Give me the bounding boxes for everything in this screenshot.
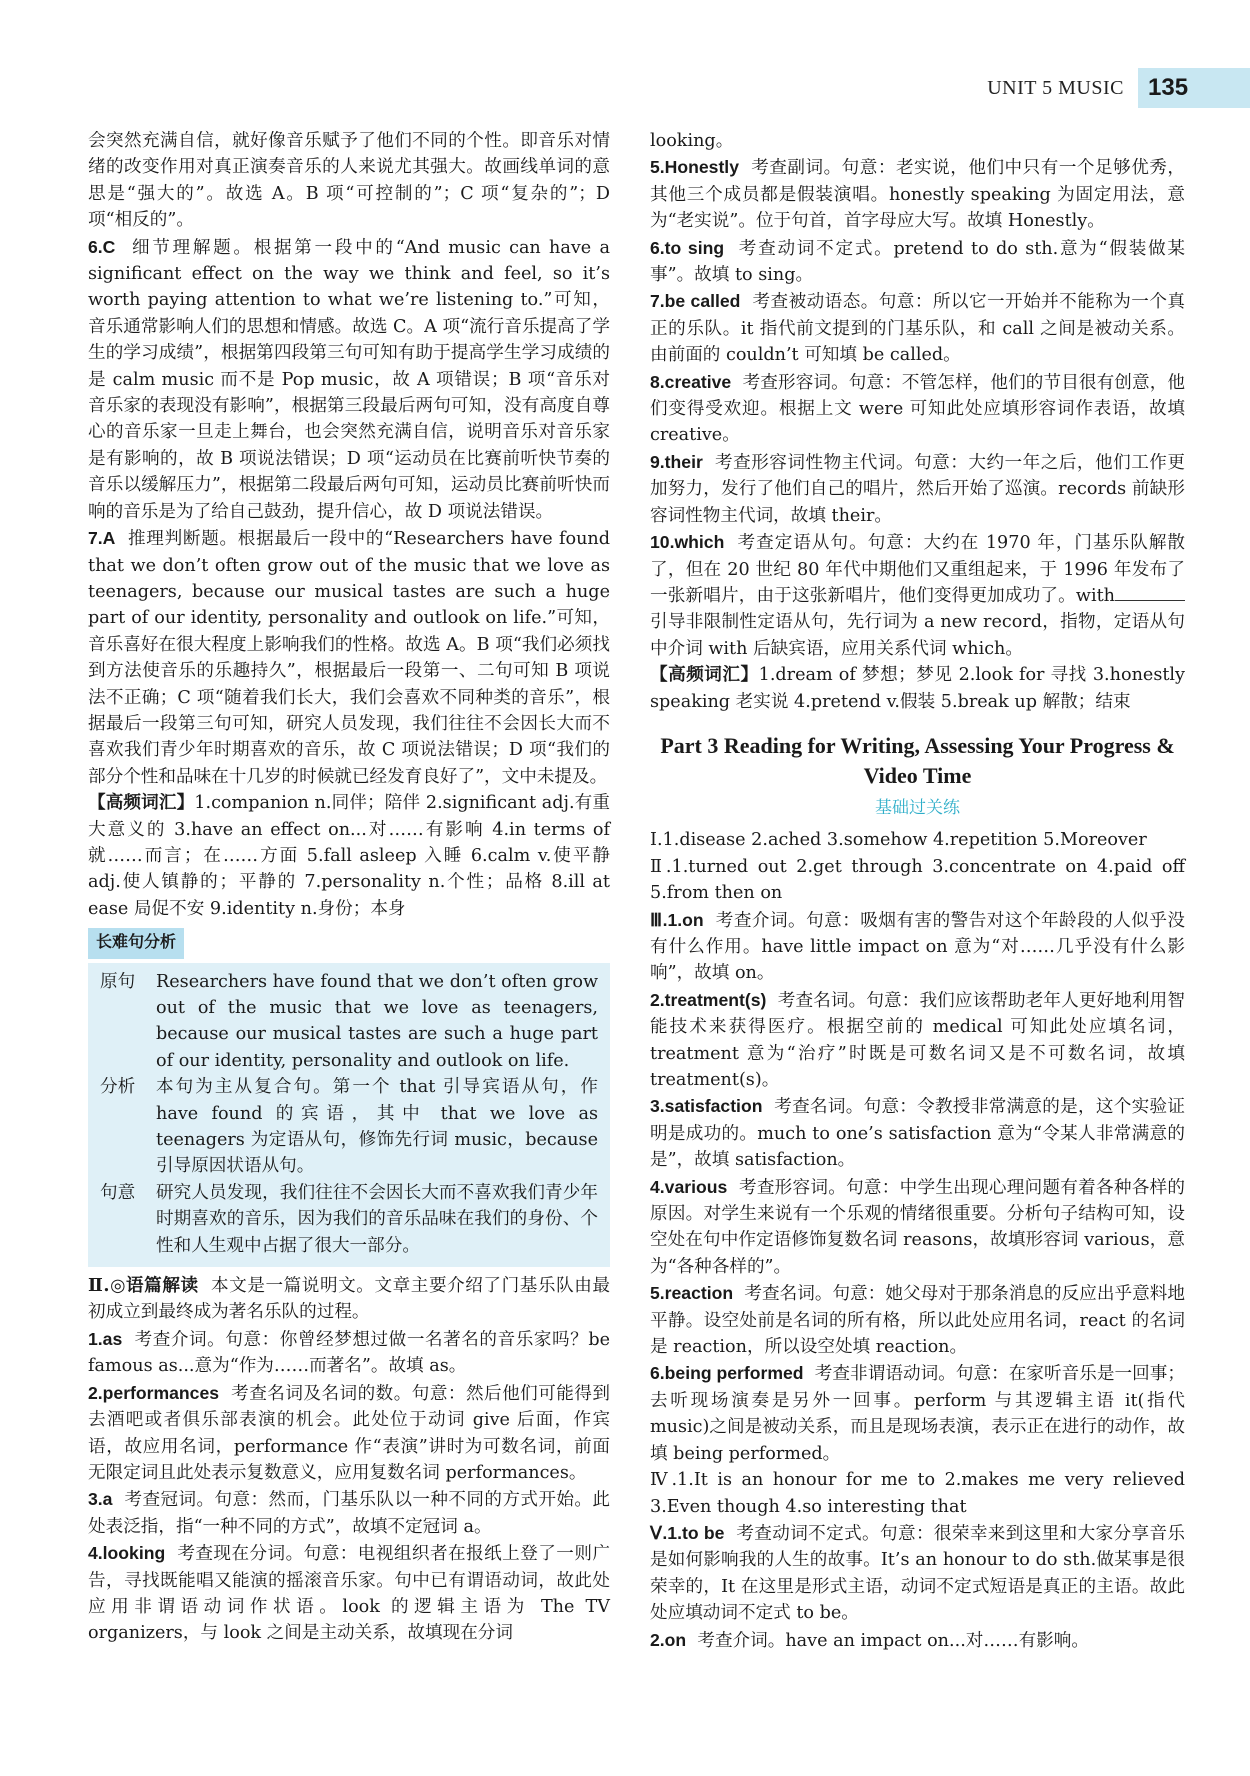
answer-text: 考查介词。句意：你曾经梦想过做一名著名的音乐家吗？be famous as...意为“作为……而著名”。故填 as。 bbox=[88, 1329, 611, 1377]
section-label: Ⅱ.◎语篇解读 bbox=[88, 1275, 199, 1297]
section-text: 本文是一篇说明文。文章主要介绍了门基乐队由最初成立到最终成为著名乐队的过程。 bbox=[88, 1276, 610, 1323]
answer-text: 推理判断题。根据最后一段中的“Researchers have found that we don’t often grow out of the music that we love as teenagers, because our musical tastes are such a huge part of our identity, personality and outlook on life.”可知，音乐喜好在很大程度上影响我们的性格。故选 A。B 项“我们必须找到方法使音乐的乐趣持久”，根据最后一段第一、二句可知 B 项说法不正确；C 项“随着我们长大，我们会喜欢不同种类的音乐”，根据最后一段第三句可知，研究人员发现，我们往往不会因长大而不喜欢我们青少年时期喜欢的音乐，故 C 项说法错误；D 项“我们的部分个性和品味在十几岁的时候就已经发育良好了”，文中未提及。 bbox=[88, 529, 611, 787]
vocab-text: 1.companion n.同伴；陪伴 2.significant adj.有重大意义的 3.have an effect on...对……有影响 4.in terms of 就……而言；在……方面 5.fall asleep 入睡 6.calm v.使平静 adj.使人镇静的；平静的 7.personality n.个性；品格 8.ill at ease 局促不安 9.identity n.身份；本身 bbox=[88, 793, 610, 919]
analysis-row bbox=[100, 1074, 598, 1180]
vocab-block bbox=[88, 790, 610, 922]
answer-label: 1.as bbox=[88, 1328, 123, 1349]
paragraph: 会突然充满自信，就好像音乐赋予了他们不同的个性。即音乐对情绪的改变作用对真正演奏音乐的人来说尤其强大。故画线单词的意思是“强大的”。故选 A。B 项“可控制的”；C 项“复杂的”；D 项“相反的”。 bbox=[88, 131, 610, 231]
answer-text: 考查现在分词。句意：电视组织者在报纸上登了一则广告，寻找既能唱又能演的摇滚音乐家。句中已有谓语动词，故此处应用非谓语动词作状语。look 的逻辑主语为 The TV organizers，与 look 之间是主动关系，故填现在分词 bbox=[88, 1544, 610, 1644]
answer-text: 考查副词。句意：老实说，他们中只有一个足够优秀，其他三个成员都是假装演唱。honestly speaking 为固定用法，意为“老实说”。位于句首，首字母应大写。故填 Honestly。 bbox=[650, 158, 1185, 232]
answer-label: Ⅲ.1.on bbox=[650, 909, 704, 930]
answer-b4 bbox=[650, 1174, 1185, 1281]
analysis-row bbox=[100, 1180, 598, 1259]
answer-label: 10.which bbox=[650, 532, 725, 553]
unit-title: UNIT 5 MUSIC bbox=[987, 76, 1124, 99]
sentence-analysis-title: 长难句分析 bbox=[88, 928, 184, 958]
answer-a7 bbox=[650, 288, 1185, 368]
answer-text: 考查介词。have an impact on...对……有影响。 bbox=[697, 1630, 1089, 1651]
answer-text: 考查名词。句意：她父母对于那条消息的反应出乎意料地平静。设空处前是名词的所有格，所以此处应用名词，react 的名词是 reaction，所以设空处填 reaction。 bbox=[650, 1284, 1185, 1358]
answer-a5 bbox=[650, 154, 1185, 234]
answer-label: 6.to sing bbox=[650, 237, 725, 258]
answer-text: 考查冠词。句意：然而，门基乐队以一种不同的方式开始。此处表泛指，指“一种不同的方式”，故填不定冠词 a。 bbox=[88, 1490, 610, 1537]
fill-blank bbox=[1115, 584, 1185, 601]
answer-label: 8.creative bbox=[650, 371, 732, 392]
answer-a8 bbox=[650, 369, 1185, 449]
answer-c2 bbox=[650, 1627, 1185, 1654]
answer-text: 考查形容词性物主代词。句意：大约一年之后，他们工作更加努力，发行了他们自己的唱片，然后开始了巡演。records 前缺形容词性物主代词，故填 their。 bbox=[650, 452, 1185, 526]
sentence-analysis-box bbox=[88, 963, 610, 1267]
answer-label: 9.their bbox=[650, 451, 703, 472]
answer-label: 4.looking bbox=[88, 1543, 166, 1564]
answer-text: 考查被动语态。句意：所以它一开始并不能称为一个真正的乐队。it 指代前文提到的门基乐队，和 call 之间是被动关系。由前面的 couldn’t 可知填 be called。 bbox=[650, 292, 1185, 366]
answer-text: 考查名词及名词的数。句意：然后他们可能得到去酒吧或者俱乐部表演的机会。此处位于动词 give 后面，作宾语，故应用名词，performance 作“表演”讲时为可数名词，前面无限定词且此处表示复数意义，应用复数名词 performances。 bbox=[88, 1383, 610, 1483]
answer-label: 5.Honestly bbox=[650, 157, 739, 178]
page-number: 135 bbox=[1138, 68, 1250, 108]
answer-b2 bbox=[650, 987, 1185, 1094]
answer-text: 考查动词不定式。pretend to do sth.意为“假装做某事”。故填 to sing。 bbox=[650, 238, 1186, 286]
answer-label: 5.reaction bbox=[650, 1283, 734, 1304]
answer-b5 bbox=[650, 1280, 1185, 1360]
right-column bbox=[650, 128, 1185, 1654]
answers-section-1: Ⅰ.1.disease 2.ached 3.somehow 4.repetition 5.Moreover bbox=[650, 830, 1147, 851]
answers-section-2: Ⅱ.1.turned out 2.get through 3.concentrate on 4.paid off 5.from then on bbox=[650, 856, 1185, 904]
part-title: Part 3 Reading for Writing, Assessing Your Progress & Video Time bbox=[660, 732, 1175, 788]
page-header bbox=[987, 68, 1250, 108]
analysis-row-label: 原句 bbox=[100, 971, 136, 992]
section-2-intro bbox=[88, 1273, 610, 1326]
answer-text: 考查介词。句意：吸烟有害的警告对这个年龄段的人似乎没有什么作用。have little impact on 意为“对……几乎没有什么影响”，故填 on。 bbox=[650, 910, 1185, 984]
answer-b3 bbox=[650, 1093, 1185, 1173]
answer-a3 bbox=[88, 1486, 610, 1540]
answer-b1 bbox=[650, 907, 1185, 987]
vocab-label: 【高频词汇】 bbox=[650, 664, 759, 686]
analysis-row-label: 句意 bbox=[100, 1182, 136, 1203]
answer-label: Ⅴ.1.to be bbox=[650, 1522, 725, 1543]
analysis-row-label: 分析 bbox=[100, 1077, 136, 1098]
answer-text: 考查形容词。句意：中学生出现心理问题有着各种各样的原因。对学生来说有一个乐观的情绪很重要。分析句子结构可知，设空处在句中作定语修饰复数名词 reasons，故填形容词 various，意为“各种各样的”。 bbox=[650, 1177, 1185, 1277]
answer-text: 考查定语从句。句意：大约在 1970 年，门基乐队解散了，但在 20 世纪 80 年代中期他们又重组起来，于 1996 年发布了一张新唱片，由于这张新唱片，他们变得更加成功了。with bbox=[650, 533, 1186, 606]
answer-7 bbox=[88, 525, 610, 790]
vocab-text: 1.dream of 梦想；梦见 2.look for 寻找 3.honestly speaking 老实说 4.pretend v.假装 5.break up 解散；结束 bbox=[650, 665, 1185, 712]
answer-6 bbox=[88, 234, 610, 525]
answer-label: 4.various bbox=[650, 1176, 728, 1197]
answer-a2 bbox=[88, 1380, 610, 1487]
answer-label: 3.satisfaction bbox=[650, 1096, 763, 1117]
answer-b6 bbox=[650, 1360, 1185, 1467]
vocab-block bbox=[650, 662, 1185, 715]
answer-a9 bbox=[650, 449, 1185, 529]
analysis-row bbox=[100, 969, 598, 1075]
answer-c1 bbox=[650, 1520, 1185, 1627]
answer-label: 2.on bbox=[650, 1629, 687, 1650]
answer-text: 考查非谓语动词。句意：在家听音乐是一回事；去听现场演奏是另外一回事。perform 与其逻辑主语 it(指代 music)之间是被动关系，而且是现场表演，表示正在进行的动作，故填 being performed。 bbox=[650, 1364, 1186, 1464]
answer-text: 考查动词不定式。句意：很荣幸来到这里和大家分享音乐是如何影响我的人生的故事。It’s an honour to do sth.做某事是很荣幸的，It 在这里是形式主语，动词不定式短语是真正的主语。故此处应填动词不定式 to be。 bbox=[650, 1523, 1186, 1624]
answer-label: 2.treatment(s) bbox=[650, 989, 767, 1010]
answer-a1 bbox=[88, 1326, 610, 1380]
answers-section-4: Ⅳ.1.It is an honour for me to 2.makes me very relieved 3.Even though 4.so interesting that bbox=[650, 1470, 1185, 1517]
answer-a6 bbox=[650, 235, 1185, 289]
answer-text: 考查名词。句意：我们应该帮助老年人更好地利用智能技术来获得医疗。根据空前的 medical 可知此处应填名词，treatment 意为“治疗”时既是可数名词又是不可数名词，故填 treatment(s)。 bbox=[650, 990, 1185, 1090]
section-subtitle: 基础过关练 bbox=[875, 797, 960, 818]
answer-label: 7.be called bbox=[650, 291, 741, 312]
paragraph: looking。 bbox=[650, 131, 734, 151]
left-column bbox=[88, 128, 610, 1647]
answer-label: 6.being performed bbox=[650, 1363, 804, 1384]
answer-text: 引导非限制性定语从句，先行词为 a new record，指物，定语从句中介词 with 后缺宾语，应用关系代词 which。 bbox=[650, 612, 1185, 659]
answer-label: 6.C bbox=[88, 236, 116, 257]
answer-label: 3.a bbox=[88, 1489, 113, 1510]
vocab-label: 【高频词汇】 bbox=[88, 792, 195, 814]
analysis-row-text: Researchers have found that we don’t often grow out of the music that we love as teenagers, because our musical tastes are such a huge part of our identity, personality and outlook on life. bbox=[156, 971, 598, 1071]
answer-text: 考查形容词。句意：不管怎样，他们的节目很有创意，他们变得受欢迎。根据上文 were 可知此处应填形容词作表语，故填 creative。 bbox=[650, 372, 1185, 446]
answer-a10 bbox=[650, 529, 1185, 662]
answer-label: 7.A bbox=[88, 528, 116, 549]
answer-text: 考查名词。句意：令教授非常满意的是，这个实验证明是成功的。much to one’s satisfaction 意为“令某人非常满意的是”，故填 satisfaction。 bbox=[650, 1097, 1185, 1171]
analysis-row-text: 研究人员发现，我们往往不会因长大而不喜欢我们青少年时期喜欢的音乐，因为我们的音乐品味在我们的身份、个性和人生观中占据了很大一部分。 bbox=[156, 1182, 598, 1256]
answer-label: 2.performances bbox=[88, 1382, 220, 1403]
answer-text: 细节理解题。根据第一段中的“And music can have a significant effect on the way we think and feel, so it’s worth paying attention to what we’re listening to.”可知，音乐通常影响人们的思想和情感。故选 C。A 项“流行音乐提高了学生的学习成绩”，根据第四段第三句可知有助于提高学生学习成绩的是 calm music 而不是 Pop music，故 A 项错误；B 项“音乐对音乐家的表现没有影响”，根据第三段最后两句可知，没有高度自尊心的音乐家一旦走上舞台，也会突然充满自信，说明音乐对音乐家是有影响的，故 B 项说法错误；D 项“运动员在比赛前听快节奏的音乐以缓解压力”，根据第二段最后两句可知，运动员比赛前听快而响的音乐是为了给自己鼓劲，提升信心，故 D 项说法错误。 bbox=[88, 237, 610, 522]
answer-a4 bbox=[88, 1540, 610, 1647]
analysis-row-text: 本句为主从复合句。第一个 that 引导宾语从句，作 have found 的宾语，其中 that we love as teenagers 为定语从句，修饰先行词 music，because 引导原因状语从句。 bbox=[156, 1077, 598, 1177]
